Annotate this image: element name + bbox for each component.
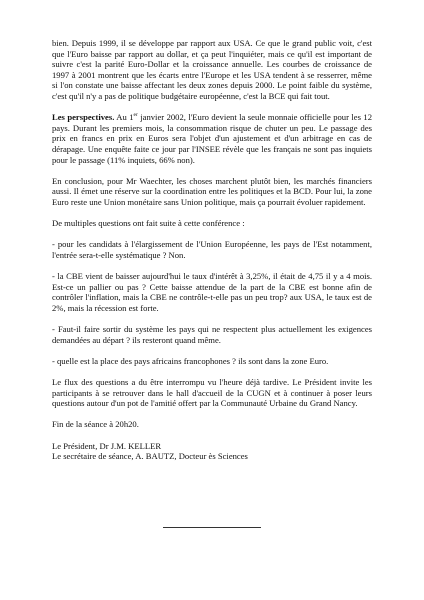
ordinal-superscript: er bbox=[133, 112, 138, 119]
footer-divider bbox=[163, 527, 261, 528]
paragraph-intro: bien. Depuis 1999, il se développe par rapport aux USA. Ce que le grand public voit, c'est que l'Euro baisse par rapport au dollar, et ça peut l'inquiéter, mais ce qu'il est important de suivre c'est la parité Euro-Dollar et la croissance annuelle. Les courbes de croissance de 1997 à 2001 montrent que les écarts entre l'Europe et les USA tendent à se resserrer, même si l'on constate une baisse affectant les deux zones depuis 2000. Le point faible du système, c'est qu'il n'y a pas de politique budgétaire européenne, c'est la BCE qui fait tout. bbox=[52, 38, 372, 101]
question-interest-rate: - la CBE vient de baisser aujourd'hui le taux d'intérêt à 3,25%, il était de 4,75 il y a 4 mois. Est-ce un pallier ou pas ? Cette baisse attendue de la part de la CBE est bonne afin de contrôler l'inflation, mais la CBE ne contrôle-t-elle pas un peu trop? aux USA, le taux est de 2%, mais la récession est forte. bbox=[52, 271, 372, 313]
section-heading-perspectives: Les perspectives. bbox=[52, 112, 115, 123]
question-exit-system: - Faut-il faire sortir du système les pays qui ne respectent plus actuellement les exigences demandées au départ ? ils resteront quand même. bbox=[52, 324, 372, 345]
signature-secretary: Le secrétaire de séance, A. BAUTZ, Docteur ès Sciences bbox=[52, 451, 248, 462]
perspectives-text-start: Au 1 bbox=[114, 112, 134, 123]
signature-president: Le Président, Dr J.M. KELLER bbox=[52, 440, 162, 451]
question-enlargement: - pour les candidats à l'élargissement de l'Union Européenne, les pays de l'Est notamment, l'entrée sera-t-elle systématique ? Non. bbox=[52, 239, 372, 260]
paragraph-questions-intro: De multiples questions ont fait suite à cette conférence : bbox=[52, 218, 245, 229]
question-african-countries: - quelle est la place des pays africains francophones ? ils sont dans la zone Euro. bbox=[52, 355, 329, 366]
paragraph-conclusion: En conclusion, pour Mr Waechter, les choses marchent plutôt bien, les marchés financiers aussi. Il émet une réserve sur la coordination entre les politiques et la BCD. Pour lui, la zone Euro reste une Union monétaire sans Union politique, mais ça pourrait évoluer rapidement. bbox=[52, 175, 372, 207]
paragraph-closing: Le flux des questions a du être interrompu vu l'heure déjà tardive. Le Président invite les participants à se retrouver dans le hall d'accueil de la CUGN et à continuer à poser leurs questions autour d'un pot de l'amitié offert par la Communauté Urbaine du Grand Nancy. bbox=[52, 377, 372, 409]
perspectives-text-rest: janvier 2002, l'Euro devient la seule monnaie officielle pour les 12 pays. Durant les premiers mois, la consommation risque de chuter un peu. Le passage des prix en francs en prix en Euros sera l'objet d'un ajustement et d'un arbitrage en cas de dérapage. Une enquête faite ce jour par l'INSEE révèle que les français ne sont pas inquiets pour le passage (11% inquiets, 66% non). bbox=[52, 112, 372, 165]
paragraph-end-time: Fin de la séance à 20h20. bbox=[52, 419, 139, 430]
document-body bbox=[52, 38, 372, 462]
paragraph-perspectives bbox=[52, 112, 372, 165]
